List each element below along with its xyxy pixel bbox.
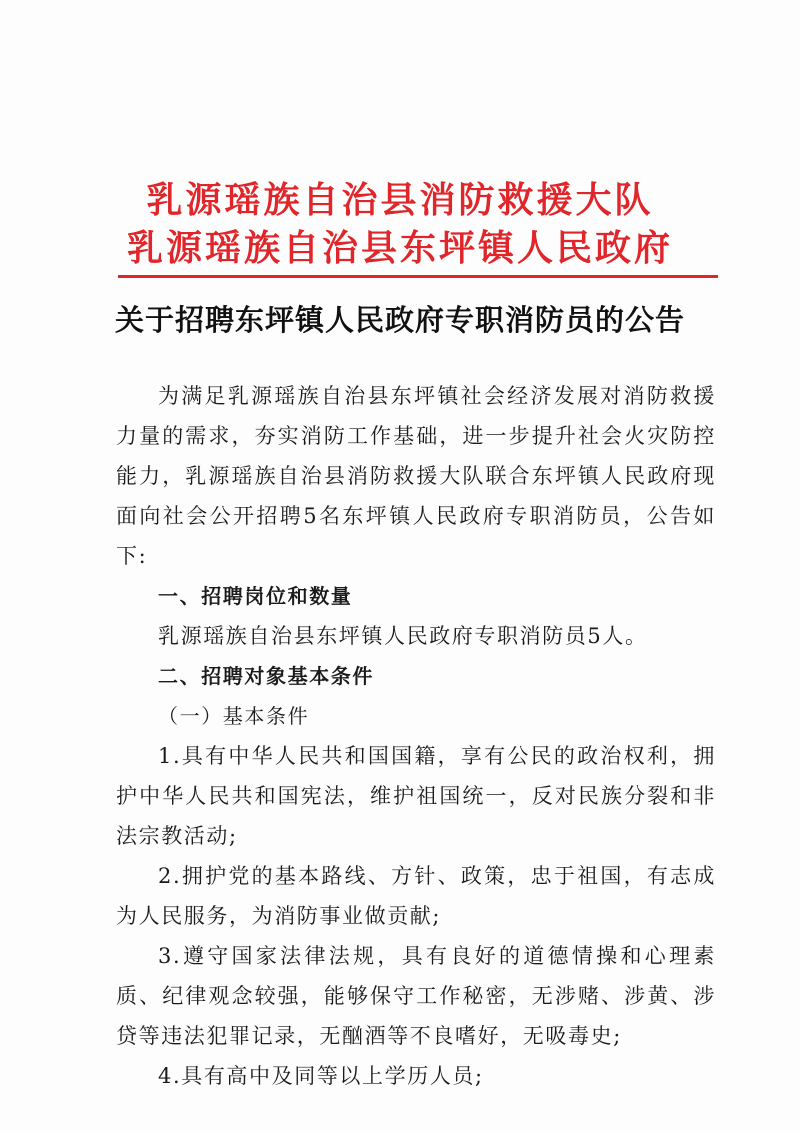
document-title: 关于招聘东坪镇人民政府专职消防员的公告 — [114, 303, 685, 337]
document-body — [116, 376, 716, 1096]
section-heading-requirements: 二、招聘对象基本条件 — [158, 664, 374, 688]
subsection-heading-basic: （一）基本条件 — [158, 704, 310, 728]
requirement-item-4: 4.具有高中及同等以上学历人员; — [158, 1064, 484, 1088]
red-divider-line — [118, 275, 718, 278]
intro-paragraph: 为满足乳源瑶族自治县东坪镇社会经济发展对消防救援力量的需求，夯实消防工作基础，进一步提升社会火灾防控能力，乳源瑶族自治县消防救援大队联合东坪镇人民政府现面向社会公开招聘5名东坪镇人民政府专职消防员，公告如下: — [116, 384, 716, 568]
issuer-header-town-government: 乳源瑶族自治县东坪镇人民政府 — [126, 227, 673, 269]
requirement-item-1: 1.具有中华人民共和国国籍，享有公民的政治权利，拥护中华人民共和国宪法，维护祖国统一，反对民族分裂和非法宗教活动; — [116, 744, 716, 848]
positions-paragraph: 乳源瑶族自治县东坪镇人民政府专职消防员5人。 — [158, 624, 648, 648]
issuer-header-fire-brigade: 乳源瑶族自治县消防救援大队 — [146, 179, 654, 221]
requirement-item-2: 2.拥护党的基本路线、方针、政策，忠于祖国，有志成为人民服务，为消防事业做贡献; — [116, 864, 716, 928]
section-heading-positions: 一、招聘岗位和数量 — [158, 584, 353, 608]
requirement-item-3: 3.遵守国家法律法规，具有良好的道德情操和心理素质、纪律观念较强，能够保守工作秘密，无涉赌、涉黄、涉贷等违法犯罪记录，无酗酒等不良嗜好，无吸毒史; — [116, 944, 716, 1048]
